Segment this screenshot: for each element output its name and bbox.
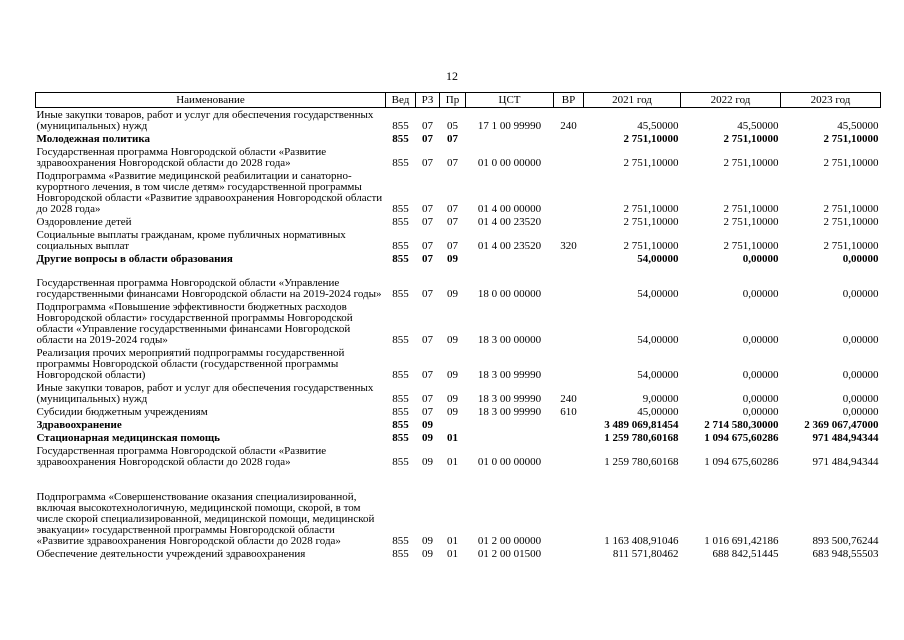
cell-ved: 855 [392, 432, 409, 444]
cell-y2022: 2 751,10000 [723, 240, 779, 252]
cell-y2021: 2 751,10000 [623, 133, 679, 145]
cell-name: Государственная программа Новгородской области «Управление государственными финансами Новгородской области на 2019-2024 годы» [36, 277, 382, 300]
cell-y2022: 0,00000 [742, 369, 779, 381]
cell-y2022: 2 714 580,30000 [704, 419, 779, 431]
cell-y2023: 0,00000 [842, 393, 879, 405]
header-2021: 2021 год [584, 93, 681, 108]
cell-vr [554, 346, 584, 381]
cell-y2021: 9,00000 [642, 393, 679, 405]
cell-cst: 18 0 00 00000 [477, 288, 542, 300]
cell-y2021: 811 571,80462 [612, 548, 679, 560]
cell-pr: 07 [447, 157, 458, 169]
table-row [36, 132, 881, 145]
cell-name: Субсидии бюджетным учреждениям [36, 406, 208, 418]
cell-ved: 855 [392, 456, 409, 468]
cell-name: Обеспечение деятельности учреждений здравоохранения [36, 548, 306, 560]
cell-cst: 01 0 00 00000 [477, 456, 542, 468]
cell-rz: 07 [422, 393, 433, 405]
cell-y2023: 971 484,94344 [812, 456, 879, 468]
cell-cst [466, 431, 554, 444]
cell-ved: 855 [392, 548, 409, 560]
cell-name: Государственная программа Новгородской области «Развитие здравоохранения Новгородской области до 2028 года» [36, 146, 327, 169]
cell-cst: 17 1 00 99990 [477, 120, 542, 132]
cell-y2021: 2 751,10000 [623, 216, 679, 228]
cell-rz: 07 [422, 240, 433, 252]
cell-y2022: 0,00000 [742, 406, 779, 418]
cell-y2021: 1 259 780,60168 [604, 456, 679, 468]
cell-ved: 855 [392, 369, 409, 381]
cell-rz: 07 [422, 120, 433, 132]
cell-y2022: 45,50000 [737, 120, 779, 132]
cell-cst: 01 2 00 00000 [477, 535, 542, 547]
cell-pr: 09 [447, 406, 458, 418]
cell-y2023: 2 751,10000 [823, 133, 879, 145]
table-row [36, 108, 881, 133]
cell-y2022: 2 751,10000 [723, 216, 779, 228]
cell-name: Социальные выплаты гражданам, кроме публичных нормативных социальных выплат [36, 229, 346, 252]
budget-table [35, 92, 881, 560]
cell-cst: 18 3 00 99990 [477, 393, 542, 405]
cell-y2021: 54,00000 [637, 334, 679, 346]
cell-pr: 01 [447, 535, 458, 547]
cell-y2023: 0,00000 [842, 334, 879, 346]
cell-rz: 07 [422, 288, 433, 300]
cell-cst: 01 4 00 23520 [477, 216, 542, 228]
cell-pr [440, 418, 466, 431]
cell-ved: 855 [392, 203, 409, 215]
cell-rz: 09 [422, 535, 433, 547]
cell-y2022: 1 094 675,60286 [704, 432, 779, 444]
cell-y2023: 971 484,94344 [812, 432, 879, 444]
cell-rz: 09 [422, 419, 433, 431]
cell-y2022: 1 094 675,60286 [704, 456, 779, 468]
cell-y2023: 893 500,76244 [812, 535, 879, 547]
cell-vr [554, 132, 584, 145]
cell-name: Подпрограмма «Повышение эффективности бюджетных расходов Новгородской области» государственной программы Новгородской области «Управление государственными финансами Новгородской области на 2019-2024 годы» [36, 301, 353, 346]
cell-rz: 09 [422, 456, 433, 468]
cell-cst: 18 3 00 99990 [477, 369, 542, 381]
cell-vr [554, 444, 584, 468]
cell-y2023: 0,00000 [842, 288, 879, 300]
cell-rz: 09 [422, 432, 433, 444]
table-row [36, 431, 881, 444]
cell-y2021: 2 751,10000 [623, 203, 679, 215]
cell-y2021: 2 751,10000 [623, 157, 679, 169]
cell-pr: 01 [447, 456, 458, 468]
cell-name: Государственная программа Новгородской области «Развитие здравоохранения Новгородской области до 2028 года» [36, 445, 327, 468]
cell-cst: 18 3 00 99990 [477, 406, 542, 418]
cell-ved: 855 [392, 240, 409, 252]
cell-name: Подпрограмма «Совершенствование оказания специализированной, включая высокотехнологичную, медицинской помощи, скорой, в том числе скорой специализированной, медицинской помощи, медицинской эвакуации» государственной программы Новгородской области «Развитие здравоохранения Новгородской области до 2028 года» [36, 491, 375, 547]
cell-y2023: 0,00000 [842, 406, 879, 418]
cell-name: Стационарная медицинская помощь [36, 432, 220, 444]
cell-cst: 18 3 00 00000 [477, 334, 542, 346]
cell-y2022: 0,00000 [742, 393, 779, 405]
cell-y2023: 2 751,10000 [823, 157, 879, 169]
cell-rz: 07 [422, 133, 433, 145]
cell-name: Другие вопросы в области образования [36, 253, 233, 265]
cell-ved: 855 [392, 216, 409, 228]
table-header-row [36, 93, 881, 108]
table-row [36, 547, 881, 560]
cell-rz: 07 [422, 369, 433, 381]
cell-vr: 240 [560, 393, 577, 405]
cell-cst: 01 4 00 00000 [477, 203, 542, 215]
cell-y2022: 0,00000 [742, 253, 779, 265]
cell-rz: 07 [422, 406, 433, 418]
table-row [36, 265, 881, 300]
page-number: 12 [446, 69, 458, 83]
cell-pr: 09 [447, 369, 458, 381]
table-row [36, 215, 881, 228]
cell-y2021: 2 751,10000 [623, 240, 679, 252]
header-cst: ЦСТ [466, 93, 554, 108]
cell-vr [554, 265, 584, 300]
cell-rz: 07 [422, 253, 433, 265]
cell-ved: 855 [392, 288, 409, 300]
cell-y2023: 2 369 067,47000 [804, 419, 879, 431]
cell-y2022: 2 751,10000 [723, 203, 779, 215]
cell-ved: 855 [392, 419, 409, 431]
cell-vr [554, 418, 584, 431]
cell-vr [554, 252, 584, 265]
cell-pr: 01 [447, 432, 458, 444]
cell-cst: 01 2 00 01500 [477, 548, 542, 560]
cell-ved: 855 [392, 334, 409, 346]
cell-vr: 320 [560, 240, 577, 252]
cell-name: Реализация прочих мероприятий подпрограммы государственной программы Новгородской области (государственной программы Новгородской области) [36, 347, 345, 381]
cell-y2023: 0,00000 [842, 253, 879, 265]
cell-cst: 01 0 00 00000 [477, 157, 542, 169]
table-row [36, 346, 881, 381]
table-row [36, 145, 881, 169]
cell-ved: 855 [392, 133, 409, 145]
cell-name: Подпрограмма «Развитие медицинской реабилитации и санаторно-курортного лечения, в том числе детям» государственной программы Новгородской области «Развитие здравоохранения Новгородской области до 2028 года» [36, 170, 383, 215]
cell-rz: 07 [422, 203, 433, 215]
cell-y2022: 0,00000 [742, 334, 779, 346]
cell-cst: 01 4 00 23520 [477, 240, 542, 252]
cell-y2021: 3 489 069,81454 [604, 419, 679, 431]
cell-y2022: 2 751,10000 [723, 133, 779, 145]
cell-y2023: 2 751,10000 [823, 203, 879, 215]
cell-cst [466, 418, 554, 431]
cell-pr: 07 [447, 203, 458, 215]
cell-y2021: 45,50000 [637, 120, 679, 132]
cell-vr [554, 468, 584, 547]
cell-name: Оздоровление детей [36, 216, 132, 228]
cell-pr: 07 [447, 216, 458, 228]
cell-ved: 855 [392, 393, 409, 405]
table-row [36, 252, 881, 265]
cell-y2021: 54,00000 [637, 288, 679, 300]
cell-ved: 855 [392, 535, 409, 547]
cell-vr [554, 145, 584, 169]
cell-rz: 07 [422, 157, 433, 169]
cell-vr: 610 [560, 406, 577, 418]
table-row [36, 381, 881, 405]
cell-y2022: 0,00000 [742, 288, 779, 300]
table-row [36, 228, 881, 252]
cell-y2022: 688 842,51445 [712, 548, 779, 560]
table-row [36, 444, 881, 468]
cell-y2021: 1 163 408,91046 [604, 535, 679, 547]
header-2022: 2022 год [681, 93, 781, 108]
cell-rz: 07 [422, 334, 433, 346]
cell-rz: 09 [422, 548, 433, 560]
cell-vr [554, 215, 584, 228]
cell-y2022: 2 751,10000 [723, 157, 779, 169]
cell-ved: 855 [392, 157, 409, 169]
cell-name: Молодежная политика [36, 133, 151, 145]
cell-y2021: 54,00000 [637, 253, 679, 265]
header-2023: 2023 год [781, 93, 881, 108]
header-vr: ВР [554, 93, 584, 108]
cell-vr [554, 169, 584, 215]
cell-y2023: 2 751,10000 [823, 240, 879, 252]
cell-pr: 09 [447, 288, 458, 300]
cell-ved: 855 [392, 253, 409, 265]
table-row [36, 300, 881, 346]
cell-cst [466, 132, 554, 145]
cell-pr: 09 [447, 253, 458, 265]
cell-pr: 07 [447, 240, 458, 252]
cell-pr: 01 [447, 548, 458, 560]
cell-y2021: 1 259 780,60168 [604, 432, 679, 444]
cell-y2023: 0,00000 [842, 369, 879, 381]
header-rz: РЗ [416, 93, 440, 108]
cell-vr [554, 547, 584, 560]
cell-rz: 07 [422, 216, 433, 228]
cell-ved: 855 [392, 406, 409, 418]
cell-y2023: 683 948,55503 [812, 548, 879, 560]
cell-vr [554, 431, 584, 444]
cell-y2023: 2 751,10000 [823, 216, 879, 228]
cell-vr [554, 300, 584, 346]
cell-y2022: 1 016 691,42186 [704, 535, 779, 547]
cell-cst [466, 252, 554, 265]
cell-y2021: 54,00000 [637, 369, 679, 381]
header-pr: Пр [440, 93, 466, 108]
cell-y2021: 45,00000 [637, 406, 679, 418]
header-name: Наименование [36, 93, 386, 108]
cell-pr: 07 [447, 133, 458, 145]
table-row [36, 405, 881, 418]
header-ved: Вед [386, 93, 416, 108]
cell-y2023: 45,50000 [837, 120, 879, 132]
cell-name: Иные закупки товаров, работ и услуг для обеспечения государственных (муниципальных) нужд [36, 109, 374, 132]
cell-vr: 240 [560, 120, 577, 132]
table-row [36, 169, 881, 215]
table-row [36, 418, 881, 431]
cell-name: Здравоохранение [36, 419, 122, 431]
cell-pr: 09 [447, 334, 458, 346]
table-row [36, 468, 881, 547]
cell-ved: 855 [392, 120, 409, 132]
cell-pr: 09 [447, 393, 458, 405]
cell-pr: 05 [447, 120, 458, 132]
cell-name: Иные закупки товаров, работ и услуг для обеспечения государственных (муниципальных) нужд [36, 382, 374, 405]
